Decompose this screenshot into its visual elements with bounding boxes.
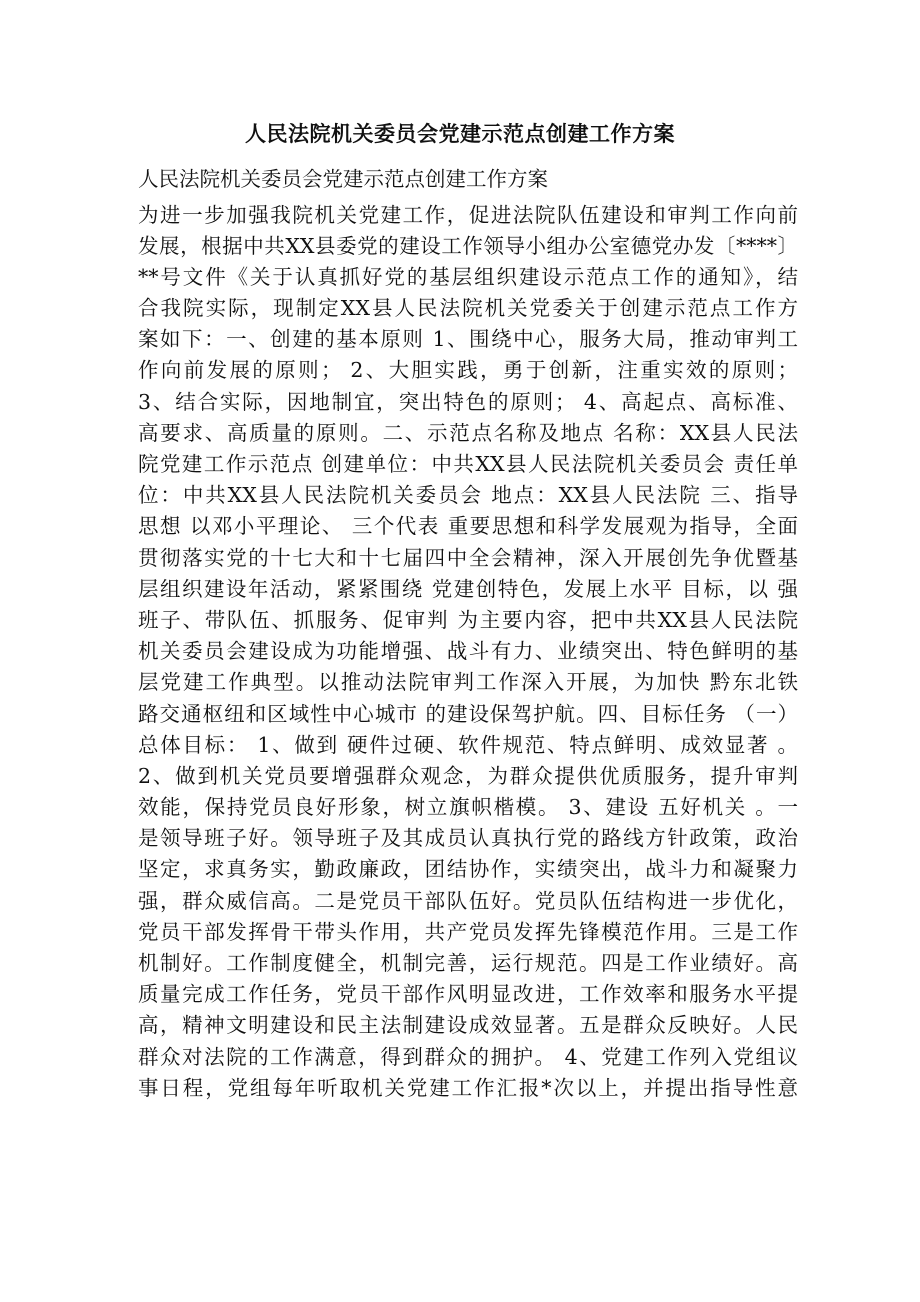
body-line: 强，群众威信高。二是党员干部队伍好。党员队伍结构进一步优化， (138, 888, 798, 913)
body-line: 总体目标： 1、做到 硬件过硬、软件规范、特点鲜明、成效显著 。 (138, 732, 798, 757)
body-line: 效能，保持党员良好形象，树立旗帜楷模。 3、建设 五好机关 。一 (138, 795, 798, 820)
body-line: 群众对法院的工作满意，得到群众的拥护。 4、党建工作列入党组议 (138, 1044, 798, 1069)
body-line: 高要求、高质量的原则。二、示范点名称及地点 名称：XX县人民法 (138, 420, 798, 445)
body-line: 贯彻落实党的十七大和十七届四中全会精神，深入开展创先争优暨基 (138, 545, 798, 570)
body-line: 层组织建设年活动，紧紧围绕 党建创特色，发展上水平 目标，以 强 (138, 576, 798, 601)
document-title: 人民法院机关委员会党建示范点创建工作方案 (245, 121, 675, 146)
body-line: 高，精神文明建设和民主法制建设成效显著。五是群众反映好。人民 (138, 1013, 798, 1038)
body-line: 位：中共XX县人民法院机关委员会 地点：XX县人民法院 三、指导 (138, 483, 798, 508)
document-subtitle: 人民法院机关委员会党建示范点创建工作方案 (138, 167, 548, 191)
body-line: 事日程，党组每年听取机关党建工作汇报*次以上，并提出指导性意 (138, 1075, 798, 1100)
body-line: 发展，根据中共XX县委党的建设工作领导小组办公室德党办发〔****〕 (138, 233, 798, 258)
body-line: 党员干部发挥骨干带头作用，共产党员发挥先锋模范作用。三是工作 (138, 919, 798, 944)
body-line: 合我院实际，现制定XX县人民法院机关党委关于创建示范点工作方 (138, 296, 798, 321)
body-line: **号文件《关于认真抓好党的基层组织建设示范点工作的通知》，结 (138, 264, 798, 289)
body-line: 3、结合实际，因地制宜，突出特色的原则； 4、高起点、高标准、 (138, 389, 798, 414)
body-line: 院党建工作示范点 创建单位：中共XX县人民法院机关委员会 责任单 (138, 452, 798, 476)
body-line: 班子、带队伍、抓服务、促审判 为主要内容，把中共XX县人民法院 (138, 607, 798, 632)
body-line: 2、做到机关党员要增强群众观念，为群众提供优质服务，提升审判 (138, 763, 798, 788)
body-line: 路交通枢纽和区域性中心城市 的建设保驾护航。四、目标任务 （一） (138, 701, 798, 726)
document-body (138, 200, 798, 1104)
body-line: 机关委员会建设成为功能增强、战斗有力、业绩突出、特色鲜明的基 (138, 639, 798, 664)
body-line: 作向前发展的原则； 2、大胆实践，勇于创新，注重实效的原则； (138, 358, 798, 383)
body-line: 质量完成工作任务，党员干部作风明显改进，工作效率和服务水平提 (138, 982, 798, 1007)
body-line: 层党建工作典型。以推动法院审判工作深入开展，为加快 黔东北铁 (138, 670, 798, 695)
body-line: 是领导班子好。领导班子及其成员认真执行党的路线方针政策，政治 (138, 826, 798, 851)
body-line: 坚定，求真务实，勤政廉政，团结协作，实绩突出，战斗力和凝聚力 (138, 857, 798, 882)
body-line: 机制好。工作制度健全，机制完善，运行规范。四是工作业绩好。高 (138, 951, 798, 975)
body-line: 思想 以邓小平理论、 三个代表 重要思想和科学发展观为指导，全面 (138, 514, 798, 539)
body-line: 案如下：一、创建的基本原则 1、围绕中心，服务大局，推动审判工 (138, 327, 798, 352)
body-line: 为进一步加强我院机关党建工作，促进法院队伍建设和审判工作向前 (138, 202, 798, 227)
